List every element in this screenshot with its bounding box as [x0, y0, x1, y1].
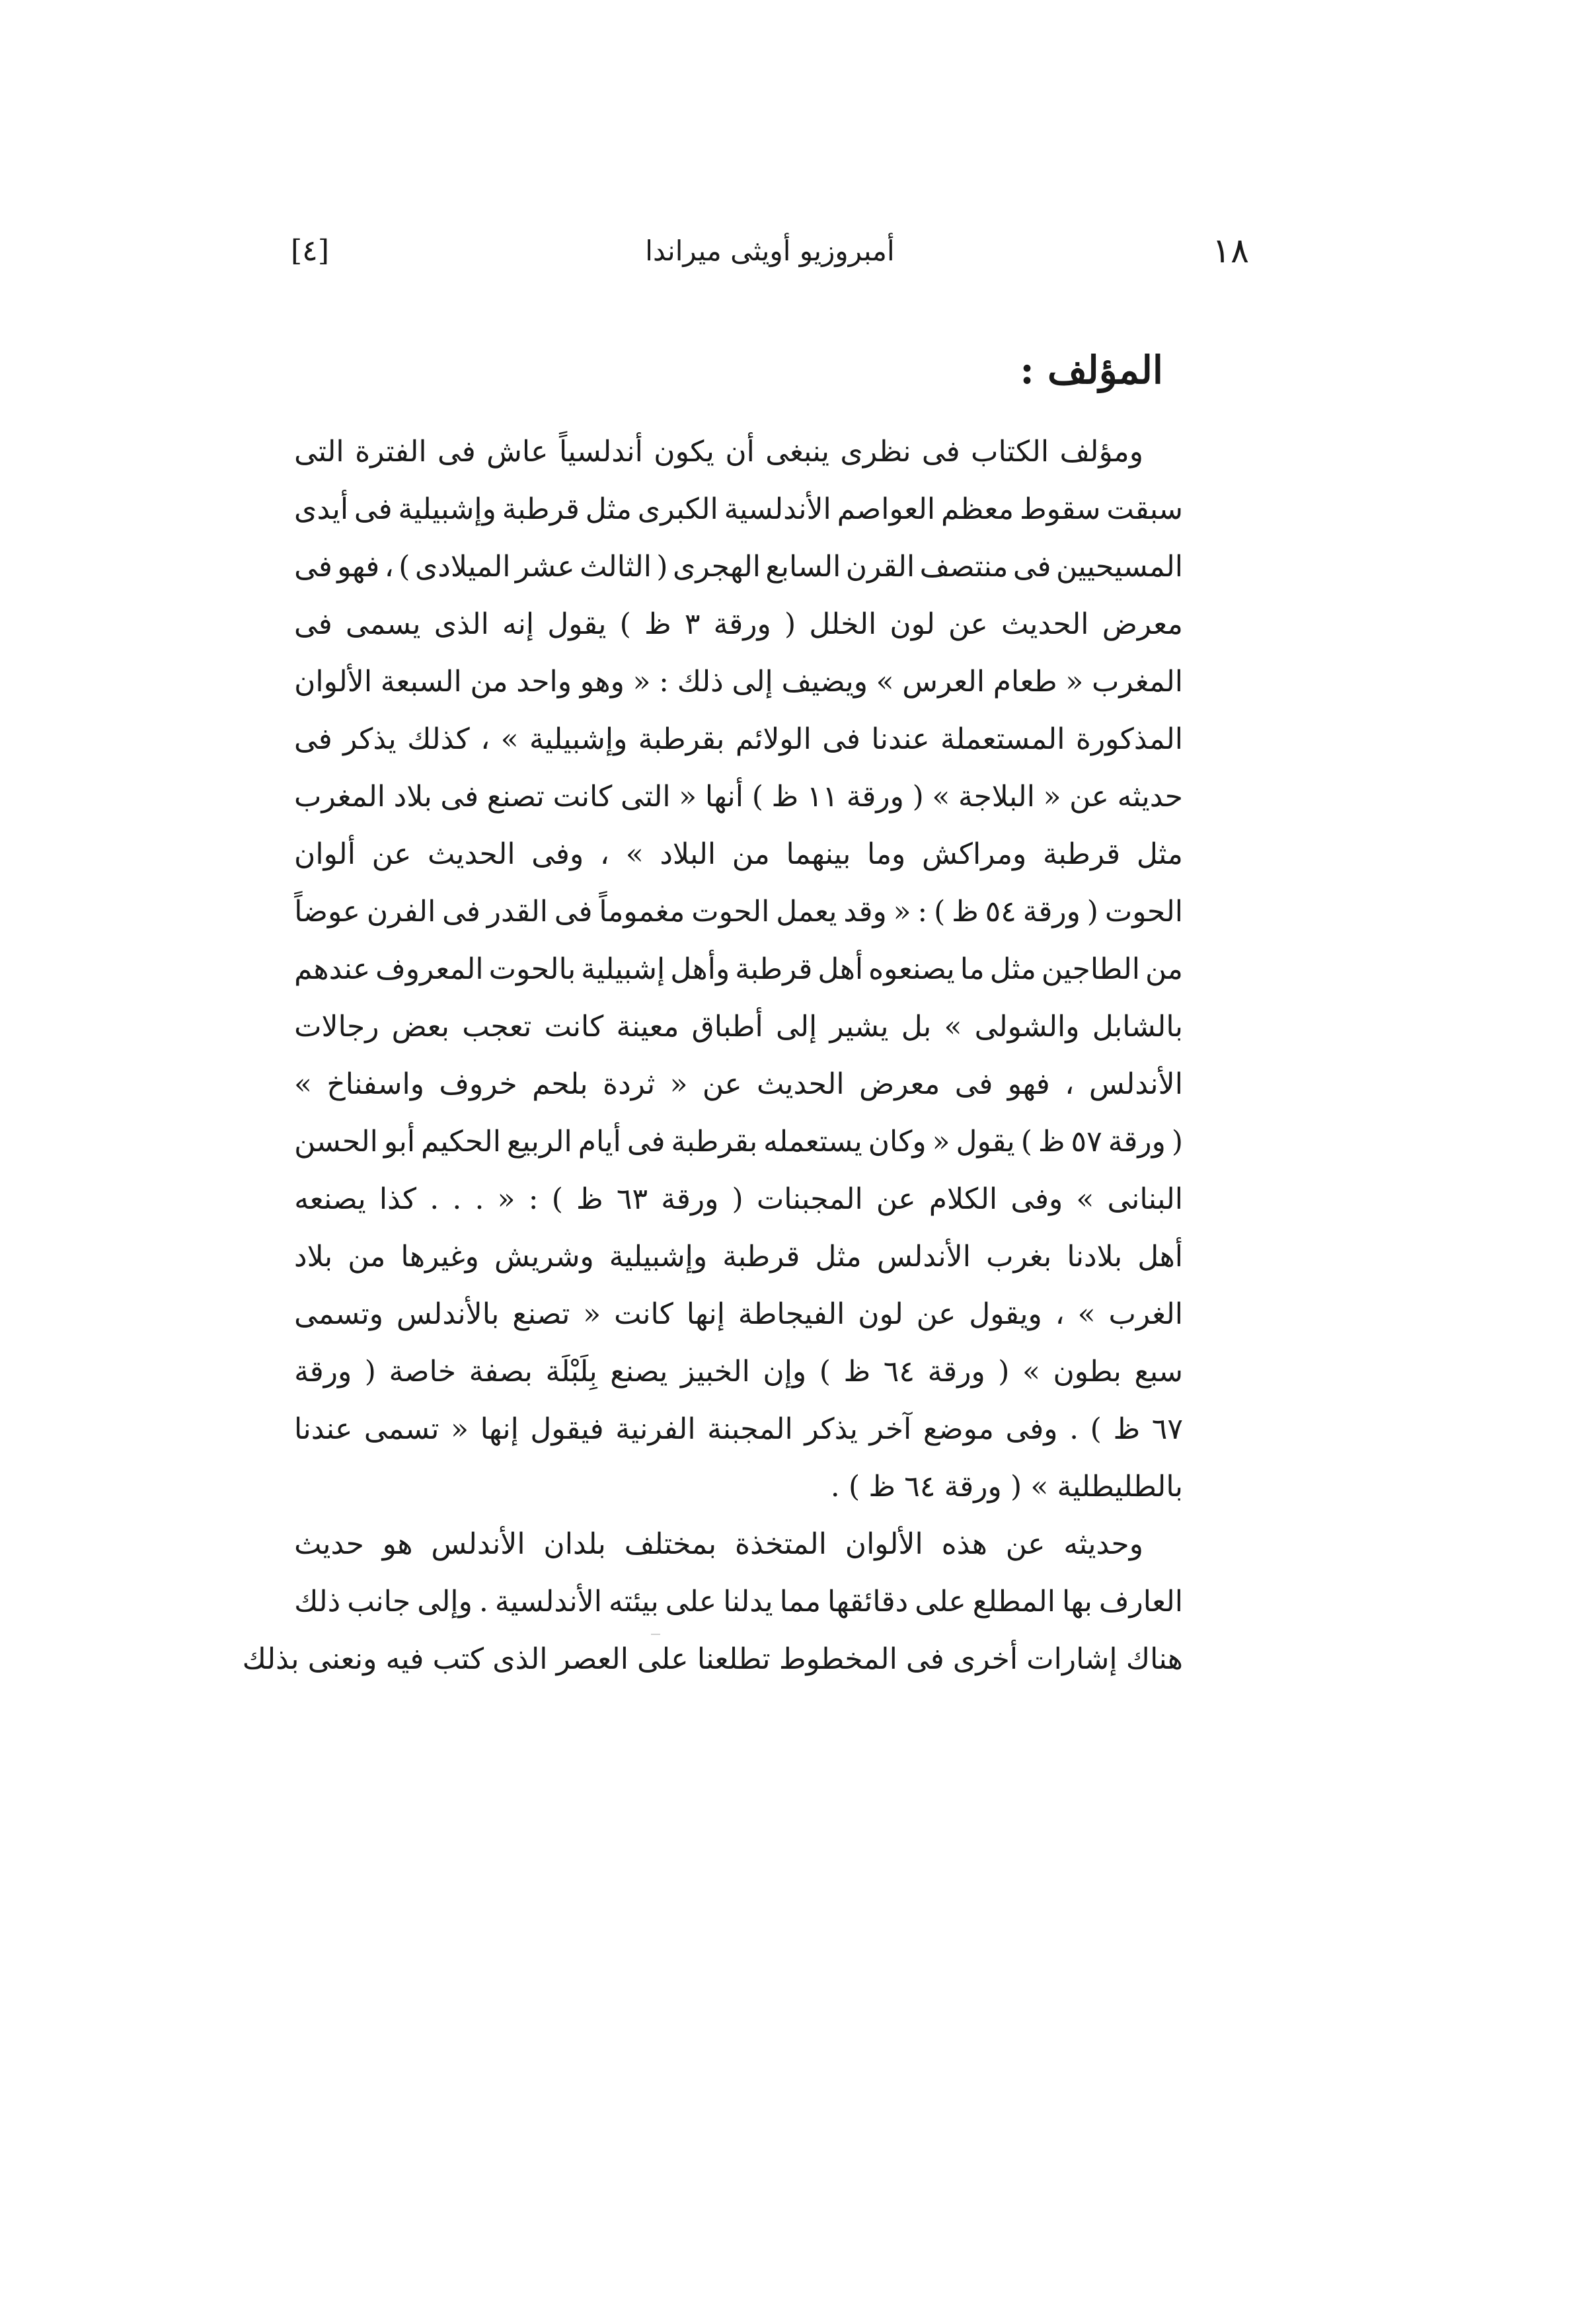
text-line: حديثه عن « البلاجة » ( ورقة ١١ ظ ) أنها « التى كانت تصنع فى بلاد المغرب: [294, 780, 1183, 814]
text-line: سبع بطون » ( ورقة ٦٤ ظ ) وإن الخبيز يصنع بِلَبْلَة بصفة خاصة ( ورقة: [294, 1355, 1183, 1388]
text-line: المذكورة المستعملة عندنا فى الولائم بقرطبة وإشبيلية » ، كذلك يذكر فى: [294, 722, 1183, 756]
text-line: مثل قرطبة ومراكش وما بينهما من البلاد » ، وفى الحديث عن ألوان: [294, 837, 1183, 871]
text-line: بالشابل والشولى » بل يشير إلى أطباق معينة كانت تعجب بعض رجالات: [294, 1010, 1183, 1044]
text-line: بالطليطلية » ( ورقة ٦٤ ظ ) .: [830, 1470, 1183, 1503]
text-line: الغرب » ، ويقول عن لون الفيجاطة إنها كانت « تصنع بالأندلس وتسمى: [294, 1297, 1183, 1331]
page-number: ١٨: [1212, 231, 1249, 271]
text-line: معرض الحديث عن لون الخلل ( ورقة ٣ ظ ) يقول إنه الذى يسمى فى: [294, 607, 1183, 641]
text-line: هناك إشارات أخرى فى المخطوط تطلعنا على العصر الذى كتب فيه ونعنى بذلك: [242, 1642, 1183, 1676]
text-line: ٦٧ ظ ) . وفى موضع آخر يذكر المجبنة الفرنية فيقول إنها « تسمى عندنا: [294, 1412, 1183, 1446]
text-line: الحوت ( ورقة ٥٤ ظ ) : « وقد يعمل الحوت مغموماً فى القدر فى الفرن عوضاً: [294, 895, 1183, 929]
text-line: البنانى » وفى الكلام عن المجبنات ( ورقة ٦٣ ظ ) : « . . . كذا يصنعه: [294, 1182, 1183, 1216]
running-title: أمبروزيو أويثى ميراندا: [645, 235, 895, 267]
scan-mark: [651, 1634, 660, 1635]
text-line: أهل بلادنا بغرب الأندلس مثل قرطبة وإشبيلية وشريش وغيرها من بلاد: [294, 1240, 1183, 1274]
text-line: وحديثه عن هذه الألوان المتخذة بمختلف بلدان الأندلس هو حديث: [294, 1527, 1143, 1561]
body-text: [242, 423, 1183, 1688]
text-line: ( ورقة ٥٧ ظ ) يقول « وكان يستعمله بقرطبة فى أيام الربيع الحكيم أبو الحسن: [294, 1125, 1183, 1159]
text-line: العارف بها المطلع على دقائقها مما يدلنا على بيئته الأندلسية . وإلى جانب ذلك: [294, 1585, 1183, 1618]
text-line: المغرب « طعام العرس » ويضيف إلى ذلك : « وهو واحد من السبعة الألوان: [294, 665, 1183, 699]
text-line: الأندلس ، فهو فى معرض الحديث عن « ثردة بلحم خروف واسفناخ »: [294, 1067, 1183, 1101]
section-heading: المؤلف :: [1020, 348, 1163, 393]
text-line: المسيحيين فى منتصف القرن السابع الهجرى ( الثالث عشر الميلادى ) ، فهو فى: [294, 550, 1183, 584]
text-line: سبقت سقوط معظم العواصم الأندلسية الكبرى مثل قرطبة وإشبيلية فى أيدى: [294, 492, 1183, 526]
section-number: [٤]: [291, 234, 329, 268]
running-header: [291, 218, 1249, 284]
text-line: ومؤلف الكتاب فى نظرى ينبغى أن يكون أندلسياً عاش فى الفترة التى: [294, 435, 1143, 469]
text-line: من الطاجين مثل ما يصنعوه أهل قرطبة وأهل إشبيلية بالحوت المعروف عندهم: [294, 952, 1183, 986]
